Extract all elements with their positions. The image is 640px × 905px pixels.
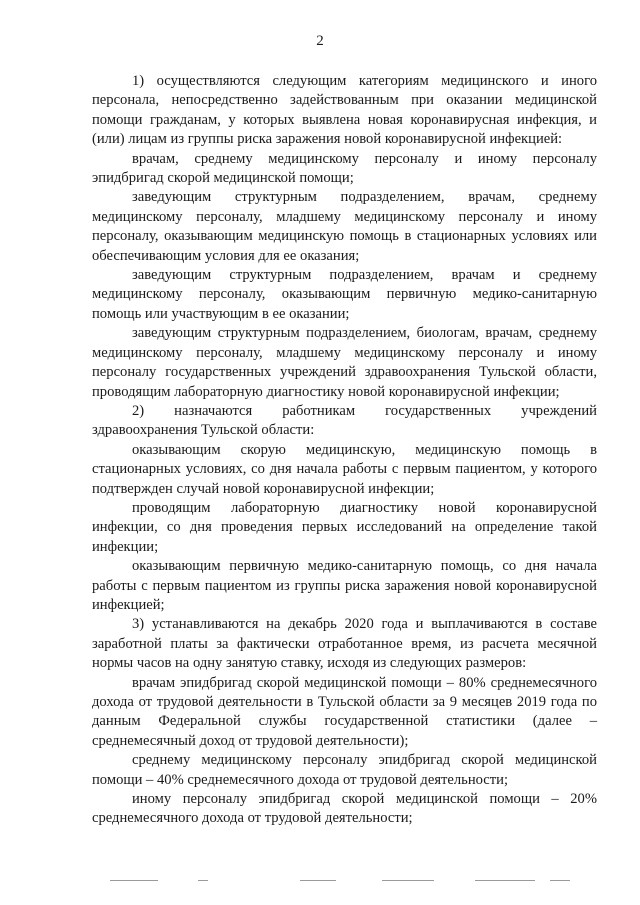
paragraph-item-3: 3) устанавливаются на декабрь 2020 года и выплачиваются в составе заработной платы за фактически отработанное время, из расчета месячной нормы часов на одну занятую ставку, исходя из следующих размеров:: [92, 616, 597, 672]
document-body: [92, 72, 597, 829]
paragraph-heads-laboratory: заведующим структурным подразделением, биологам, врачам, среднему медицинскому персоналу, младшему медицинскому персоналу и иному персоналу государственных учреждений здравоохранения Тульской области, проводящим лабораторную диагностику новой коронавирусной инфекции;: [92, 325, 597, 400]
paragraph-other-20: иному персоналу эпидбригад скорой медицинской помощи – 20% среднемесячного дохода от трудовой деятельности;: [92, 791, 597, 827]
paragraph-providing-emergency: оказывающим скорую медицинскую, медицинскую помощь в стационарных условиях, со дня начала работы с первым пациентом, у которого подтвержден случай новой коронавирусной инфекции;: [92, 441, 597, 497]
paragraph-item-1: 1) осуществляются следующим категориям медицинского и иного персонала, непосредственно задействованным при оказании медицинской помощи гражданам, у которых выявлена новая коронавирусная инфекция, и (или) лицам из группы риска заражения новой коронавирусной инфекцией:: [92, 73, 597, 148]
paragraph-doctors-80: врачам эпидбригад скорой медицинской помощи – 80% среднемесячного дохода от трудовой деятельности в Тульской области за 9 месяцев 2019 года по данным Федеральной службы государственной статистики (далее – среднемесячный доход от трудовой деятельности);: [92, 674, 597, 749]
paragraph-item-2: 2) назначаются работникам государственных учреждений здравоохранения Тульской области:: [92, 402, 597, 439]
paragraph-primary-care: оказывающим первичную медико-санитарную помощь, со дня начала работы с первым пациентом из группы риска заражения новой коронавирусной инфекцией;: [92, 558, 597, 613]
scan-artifact-marks: [110, 880, 570, 886]
paragraph-lab-diagnostics: проводящим лабораторную диагностику новой коронавирусной инфекции, со дня проведения первых исследований на определение такой инфекции;: [92, 499, 597, 555]
paragraph-heads-primary-care: заведующим структурным подразделением, врачам и среднему медицинскому персоналу, оказывающим первичную медико-санитарную помощь или участвующим в ее оказании;: [92, 267, 597, 322]
page-number: 2: [316, 33, 324, 49]
paragraph-heads-inpatient: заведующим структурным подразделением, врачам, среднему медицинскому персоналу, младшему медицинскому персоналу и иному персоналу, оказывающим медицинскую помощь в стационарных условиях или обеспечивающим условия для ее оказания;: [92, 189, 597, 264]
paragraph-nurses-40: среднему медицинскому персоналу эпидбригад скорой медицинской помощи – 40% среднемесячного дохода от трудовой деятельности;: [92, 752, 597, 788]
paragraph-doctors-ambulance: врачам, среднему медицинскому персоналу и иному персоналу эпидбригад скорой медицинской помощи;: [92, 150, 597, 187]
